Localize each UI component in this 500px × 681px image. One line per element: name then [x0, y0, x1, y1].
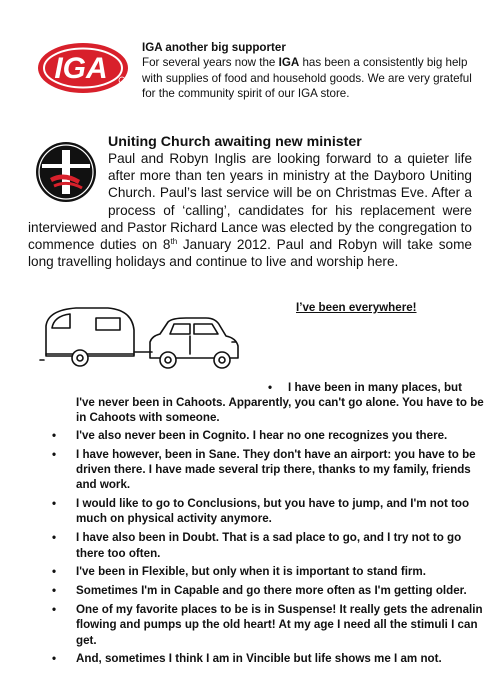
iga-logo — [36, 41, 130, 95]
iga-article — [142, 40, 476, 101]
list-item: • One of my favorite places to be is in Suspense! It really gets the adrenalin flowing and pumps up the old heart! At my age I need all the stimuli I can get. — [76, 602, 486, 648]
list-item-continuation: I've never been in Cahoots. Apparently, you can't go alone. You have to be in Cahoots with someone. — [76, 396, 484, 425]
list-item: • I've been in Flexible, but only when it is important to stand firm. — [76, 564, 486, 579]
iga-body: For several years now the IGA has been a consistently big help with supplies of food and household goods. We are very grateful for the community spirit of our IGA store. — [142, 56, 472, 100]
church-title: Uniting Church awaiting new minister — [108, 134, 362, 150]
list-item: • I have been in many places, but — [268, 381, 462, 394]
list-item: • I would like to go to Conclusions, but you have to jump, and I'm not too much on physical activity anymore. — [76, 496, 486, 527]
everywhere-title: I’ve been everywhere! — [296, 301, 417, 314]
everywhere-list — [76, 428, 486, 670]
car-caravan-icon — [36, 304, 246, 374]
list-item: • Sometimes I'm in Capable and go there more often as I'm getting older. — [76, 583, 486, 598]
iga-title: IGA another big supporter — [142, 41, 286, 54]
iga-logo-text: IGA — [54, 52, 108, 85]
list-item: • And, sometimes I think I am in Vincible but life shows me I am not. — [76, 651, 486, 666]
church-body: Paul and Robyn Inglis are looking forward to a quieter life after more than ten years in ministry at the Dayboro Uniting Church. Paul’s last service will be on Christmas Eve. After a process of ‘calling’, candidates for his replacement were interviewed and Pastor Richard Lance was elected by the congregation to commence duties on 8th January 2012. Paul and Robyn will take some long travelling holidays and continue to live and worship here. — [28, 151, 472, 270]
list-item: • I have however, been in Sane. They don't have an airport: you have to be driven there. I have made several trip there, thanks to my family, friends and work. — [76, 447, 486, 493]
list-item: • I have also been in Doubt. That is a sad place to go, and I try not to go there too often. — [76, 530, 486, 561]
list-item: • I've also never been in Cognito. I hear no one recognizes you there. — [76, 428, 486, 443]
